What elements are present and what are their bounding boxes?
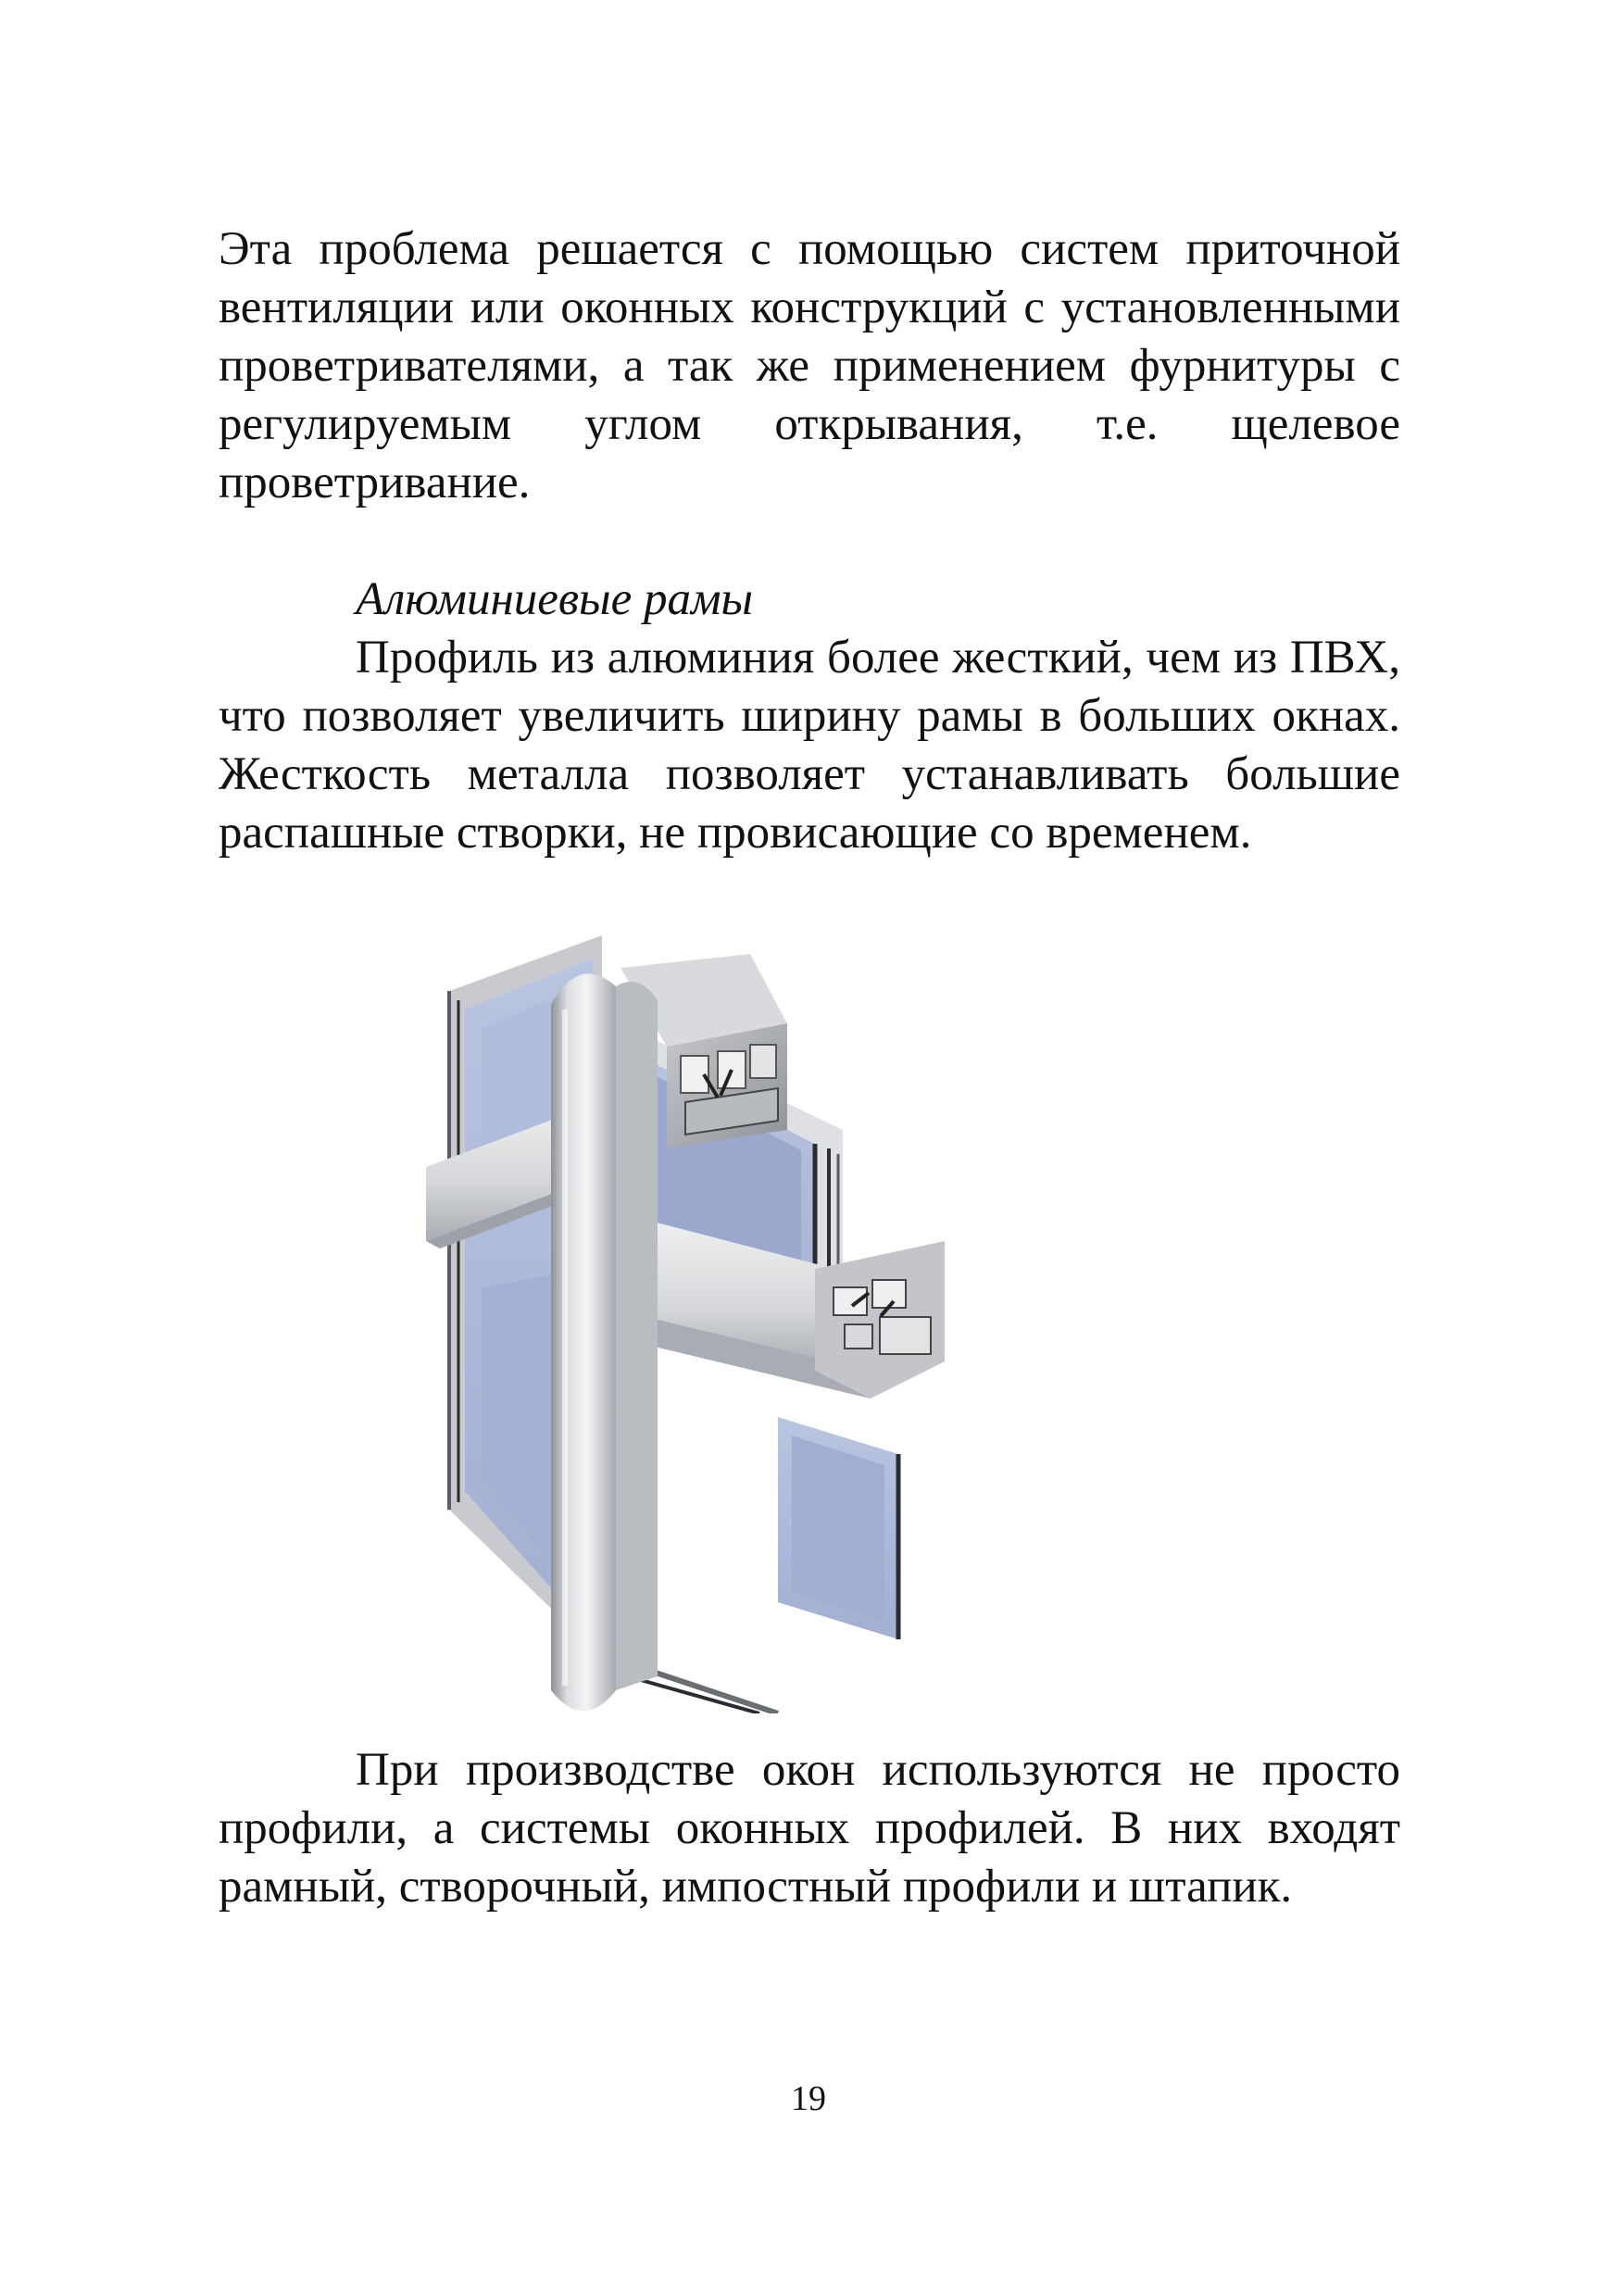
paragraph-aluminum-frames: Профиль из алюминия более жесткий, чем из ПВХ, что позволяет увеличить ширину рамы в больших окнах. Жесткость металла позволяет устанавливать большие распашные створки, не провисающие со временем. (219, 632, 1400, 859)
paragraph-ventilation: Эта проблема решается с помощью систем приточной вентиляции или оконных конструкций с установленными проветривателями, а так же применением фурнитуры с регулируемым углом открывания, т.е. щелевое проветривание. (219, 223, 1400, 508)
paragraph-profile-systems: При производстве окон используются не просто профили, а системы оконных профилей. В них входят рамный, створочный, импостный профили и штапик. (219, 1744, 1400, 1913)
section-heading: Алюминиевые рамы (356, 573, 754, 625)
text-block-top (219, 220, 1400, 512)
text-block-aluminum (219, 571, 1400, 862)
text-block-bottom (219, 1741, 1400, 1916)
aluminum-profile-illustration (426, 935, 1204, 1713)
aluminum-facade-profile-icon (426, 935, 1204, 1713)
page-number: 19 (791, 2079, 826, 2118)
